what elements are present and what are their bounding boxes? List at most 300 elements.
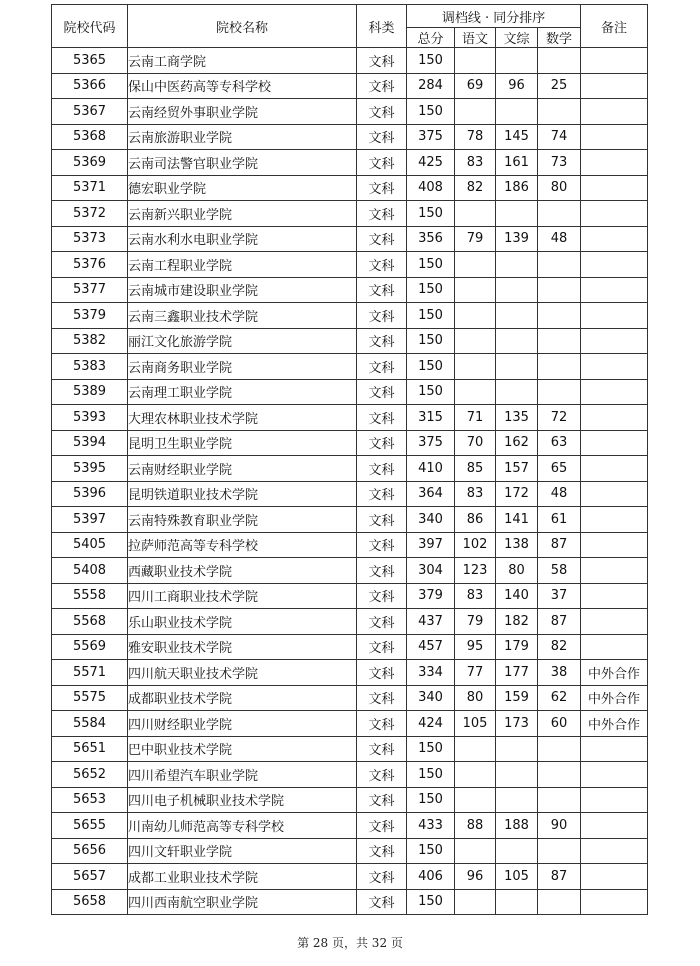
cell-note: [581, 787, 648, 813]
table-row: [52, 124, 648, 150]
cell-category: 文科: [357, 838, 407, 864]
table-body: [52, 5, 648, 915]
cell-name: 云南旅游职业学院: [128, 124, 357, 150]
cell-name: 云南工程职业学院: [128, 252, 357, 278]
cell-wenzong: 188: [496, 813, 538, 839]
cell-category: 文科: [357, 252, 407, 278]
cell-category: 文科: [357, 379, 407, 405]
table-row: [52, 889, 648, 915]
cell-total: 375: [407, 124, 455, 150]
cell-wenzong: 140: [496, 583, 538, 609]
table-row: [52, 507, 648, 533]
cell-wenzong: [496, 889, 538, 915]
cell-code: 5651: [52, 736, 128, 762]
cell-math: [538, 303, 581, 329]
cell-note: [581, 405, 648, 431]
cell-chinese: [455, 48, 496, 74]
cell-math: 72: [538, 405, 581, 431]
cell-math: [538, 328, 581, 354]
cell-total: 150: [407, 736, 455, 762]
cell-chinese: 85: [455, 456, 496, 482]
cell-chinese: 83: [455, 583, 496, 609]
cell-total: 408: [407, 175, 455, 201]
cell-chinese: 69: [455, 73, 496, 99]
cell-name: 四川希望汽车职业学院: [128, 762, 357, 788]
cell-note: [581, 328, 648, 354]
cell-wenzong: 105: [496, 864, 538, 890]
cell-wenzong: 161: [496, 150, 538, 176]
cell-name: 四川财经职业学院: [128, 711, 357, 737]
table-row: [52, 277, 648, 303]
cell-category: 文科: [357, 736, 407, 762]
cell-wenzong: 179: [496, 634, 538, 660]
cell-total: 150: [407, 762, 455, 788]
cell-total: 379: [407, 583, 455, 609]
cell-note: [581, 813, 648, 839]
cell-code: 5393: [52, 405, 128, 431]
cell-note: [581, 354, 648, 380]
cell-note: [581, 252, 648, 278]
cell-chinese: [455, 303, 496, 329]
cell-wenzong: 173: [496, 711, 538, 737]
cell-math: 62: [538, 685, 581, 711]
table-row: [52, 685, 648, 711]
cell-chinese: 78: [455, 124, 496, 150]
header-wenzong: 文综: [496, 28, 538, 48]
cell-chinese: 123: [455, 558, 496, 584]
cell-name: 四川工商职业技术学院: [128, 583, 357, 609]
cell-math: [538, 736, 581, 762]
cell-math: [538, 201, 581, 227]
cell-total: 150: [407, 838, 455, 864]
cell-wenzong: [496, 354, 538, 380]
cell-category: 文科: [357, 354, 407, 380]
cell-chinese: 83: [455, 150, 496, 176]
table-row: [52, 736, 648, 762]
cell-total: 150: [407, 277, 455, 303]
cell-code: 5372: [52, 201, 128, 227]
cell-chinese: [455, 354, 496, 380]
cell-note: [581, 175, 648, 201]
cell-chinese: 88: [455, 813, 496, 839]
cell-code: 5655: [52, 813, 128, 839]
cell-code: 5382: [52, 328, 128, 354]
cell-name: 拉萨师范高等专科学校: [128, 532, 357, 558]
cell-name: 云南水利水电职业学院: [128, 226, 357, 252]
cell-math: 37: [538, 583, 581, 609]
cell-chinese: 71: [455, 405, 496, 431]
cell-name: 云南商务职业学院: [128, 354, 357, 380]
table-row: [52, 838, 648, 864]
cell-wenzong: 135: [496, 405, 538, 431]
cell-code: 5405: [52, 532, 128, 558]
cell-code: 5371: [52, 175, 128, 201]
cell-math: [538, 379, 581, 405]
cell-chinese: 79: [455, 226, 496, 252]
cell-note: 中外合作: [581, 711, 648, 737]
cell-math: 48: [538, 481, 581, 507]
cell-chinese: [455, 252, 496, 278]
cell-name: 雅安职业技术学院: [128, 634, 357, 660]
cell-category: 文科: [357, 685, 407, 711]
header-code: 院校代码: [52, 5, 128, 48]
cell-chinese: 96: [455, 864, 496, 890]
header-math: 数学: [538, 28, 581, 48]
cell-math: 87: [538, 532, 581, 558]
cell-total: 364: [407, 481, 455, 507]
cell-wenzong: [496, 328, 538, 354]
table-row: [52, 175, 648, 201]
cell-code: 5568: [52, 609, 128, 635]
cell-total: 315: [407, 405, 455, 431]
cell-name: 巴中职业技术学院: [128, 736, 357, 762]
cell-category: 文科: [357, 609, 407, 635]
header-total: 总分: [407, 28, 455, 48]
cell-category: 文科: [357, 507, 407, 533]
cell-category: 文科: [357, 303, 407, 329]
cell-name: 西藏职业技术学院: [128, 558, 357, 584]
cell-category: 文科: [357, 73, 407, 99]
cell-total: 340: [407, 685, 455, 711]
cell-name: 成都职业技术学院: [128, 685, 357, 711]
cell-code: 5369: [52, 150, 128, 176]
cell-total: 150: [407, 303, 455, 329]
cell-category: 文科: [357, 762, 407, 788]
cell-total: 425: [407, 150, 455, 176]
cell-code: 5658: [52, 889, 128, 915]
cell-wenzong: 138: [496, 532, 538, 558]
cell-code: 5395: [52, 456, 128, 482]
cell-wenzong: 182: [496, 609, 538, 635]
cell-category: 文科: [357, 277, 407, 303]
cell-category: 文科: [357, 532, 407, 558]
table-row: [52, 201, 648, 227]
table-row: [52, 762, 648, 788]
table-row: [52, 660, 648, 686]
cell-code: 5368: [52, 124, 128, 150]
cell-category: 文科: [357, 711, 407, 737]
table-row: [52, 456, 648, 482]
cell-math: 74: [538, 124, 581, 150]
cell-wenzong: 159: [496, 685, 538, 711]
header-note: 备注: [581, 5, 648, 48]
cell-total: 150: [407, 354, 455, 380]
cell-note: [581, 736, 648, 762]
cell-math: 25: [538, 73, 581, 99]
cell-name: 保山中医药高等专科学校: [128, 73, 357, 99]
cell-note: 中外合作: [581, 685, 648, 711]
cell-category: 文科: [357, 660, 407, 686]
cell-category: 文科: [357, 583, 407, 609]
cell-name: 昆明铁道职业技术学院: [128, 481, 357, 507]
cell-code: 5571: [52, 660, 128, 686]
cell-code: 5397: [52, 507, 128, 533]
cell-math: 65: [538, 456, 581, 482]
cell-code: 5408: [52, 558, 128, 584]
cell-math: [538, 48, 581, 74]
cell-chinese: 70: [455, 430, 496, 456]
cell-note: [581, 762, 648, 788]
cell-total: 375: [407, 430, 455, 456]
cell-total: 150: [407, 787, 455, 813]
cell-chinese: 83: [455, 481, 496, 507]
cell-name: 四川电子机械职业技术学院: [128, 787, 357, 813]
cell-note: [581, 277, 648, 303]
cell-note: [581, 430, 648, 456]
cell-math: [538, 277, 581, 303]
cell-chinese: [455, 201, 496, 227]
cell-name: 大理农林职业技术学院: [128, 405, 357, 431]
cell-note: [581, 150, 648, 176]
page-footer: 第 28 页，共 32 页: [297, 936, 403, 950]
table-row: [52, 609, 648, 635]
cell-chinese: 86: [455, 507, 496, 533]
cell-total: 150: [407, 252, 455, 278]
cell-chinese: [455, 277, 496, 303]
cell-chinese: 77: [455, 660, 496, 686]
cell-wenzong: 162: [496, 430, 538, 456]
cell-math: [538, 252, 581, 278]
cell-code: 5657: [52, 864, 128, 890]
cell-category: 文科: [357, 456, 407, 482]
cell-chinese: 82: [455, 175, 496, 201]
table-row: [52, 481, 648, 507]
cell-note: [581, 507, 648, 533]
cell-category: 文科: [357, 864, 407, 890]
cell-wenzong: [496, 736, 538, 762]
cell-total: 340: [407, 507, 455, 533]
table-row: [52, 532, 648, 558]
table-row: [52, 711, 648, 737]
cell-code: 5366: [52, 73, 128, 99]
cell-wenzong: 177: [496, 660, 538, 686]
table-row: [52, 328, 648, 354]
cell-category: 文科: [357, 48, 407, 74]
cell-note: [581, 609, 648, 635]
cell-name: 云南城市建设职业学院: [128, 277, 357, 303]
table-row: [52, 379, 648, 405]
cell-note: [581, 303, 648, 329]
cell-note: [581, 73, 648, 99]
cell-chinese: [455, 889, 496, 915]
table-row: [52, 99, 648, 125]
header-category: 科类: [357, 5, 407, 48]
cell-code: 5377: [52, 277, 128, 303]
cell-note: [581, 481, 648, 507]
table-row: [52, 48, 648, 74]
cell-total: 457: [407, 634, 455, 660]
cell-total: 356: [407, 226, 455, 252]
cell-note: [581, 864, 648, 890]
cell-chinese: 105: [455, 711, 496, 737]
table-row: [52, 430, 648, 456]
cell-name: 四川航天职业技术学院: [128, 660, 357, 686]
cell-note: [581, 124, 648, 150]
cell-math: 73: [538, 150, 581, 176]
cell-total: 437: [407, 609, 455, 635]
cell-note: [581, 201, 648, 227]
cell-category: 文科: [357, 99, 407, 125]
cell-name: 四川西南航空职业学院: [128, 889, 357, 915]
cell-note: [581, 532, 648, 558]
cell-note: [581, 838, 648, 864]
cell-math: 38: [538, 660, 581, 686]
cell-note: [581, 634, 648, 660]
header-chinese: 语文: [455, 28, 496, 48]
cell-chinese: [455, 838, 496, 864]
cell-math: [538, 889, 581, 915]
cell-name: 云南司法警官职业学院: [128, 150, 357, 176]
header-row: [52, 5, 648, 28]
cell-total: 150: [407, 379, 455, 405]
cell-code: 5373: [52, 226, 128, 252]
cell-wenzong: 141: [496, 507, 538, 533]
cell-wenzong: [496, 99, 538, 125]
cell-note: [581, 558, 648, 584]
cell-chinese: 95: [455, 634, 496, 660]
cell-total: 150: [407, 328, 455, 354]
cell-code: 5376: [52, 252, 128, 278]
cell-chinese: [455, 379, 496, 405]
cell-wenzong: [496, 838, 538, 864]
cell-code: 5396: [52, 481, 128, 507]
cell-chinese: 79: [455, 609, 496, 635]
cell-wenzong: [496, 787, 538, 813]
table-row: [52, 864, 648, 890]
cell-code: 5367: [52, 99, 128, 125]
cell-math: 82: [538, 634, 581, 660]
cell-math: [538, 787, 581, 813]
cell-name: 云南理工职业学院: [128, 379, 357, 405]
cell-wenzong: [496, 277, 538, 303]
cell-note: [581, 889, 648, 915]
cell-category: 文科: [357, 201, 407, 227]
cell-chinese: 102: [455, 532, 496, 558]
cell-name: 丽江文化旅游学院: [128, 328, 357, 354]
cell-category: 文科: [357, 175, 407, 201]
cell-category: 文科: [357, 124, 407, 150]
cell-math: [538, 762, 581, 788]
cell-chinese: [455, 787, 496, 813]
cell-wenzong: 139: [496, 226, 538, 252]
cell-name: 云南财经职业学院: [128, 456, 357, 482]
cell-name: 昆明卫生职业学院: [128, 430, 357, 456]
cell-chinese: [455, 762, 496, 788]
cell-chinese: [455, 736, 496, 762]
table-row: [52, 226, 648, 252]
cell-wenzong: [496, 303, 538, 329]
cell-wenzong: 96: [496, 73, 538, 99]
cell-code: 5653: [52, 787, 128, 813]
cell-wenzong: 157: [496, 456, 538, 482]
cell-total: 406: [407, 864, 455, 890]
table-row: [52, 150, 648, 176]
cell-category: 文科: [357, 150, 407, 176]
table-row: [52, 303, 648, 329]
cell-total: 150: [407, 99, 455, 125]
cell-wenzong: [496, 379, 538, 405]
cell-wenzong: [496, 201, 538, 227]
cell-wenzong: [496, 48, 538, 74]
table-row: [52, 583, 648, 609]
cell-math: 58: [538, 558, 581, 584]
cell-code: 5656: [52, 838, 128, 864]
cell-chinese: 80: [455, 685, 496, 711]
cell-name: 成都工业职业技术学院: [128, 864, 357, 890]
cell-code: 5394: [52, 430, 128, 456]
cell-math: [538, 99, 581, 125]
cell-wenzong: 80: [496, 558, 538, 584]
cell-math: [538, 838, 581, 864]
cell-name: 云南新兴职业学院: [128, 201, 357, 227]
cell-wenzong: 145: [496, 124, 538, 150]
table-row: [52, 558, 648, 584]
cell-code: 5365: [52, 48, 128, 74]
table-row: [52, 405, 648, 431]
cell-code: 5575: [52, 685, 128, 711]
cell-chinese: [455, 99, 496, 125]
cell-category: 文科: [357, 328, 407, 354]
cell-math: 60: [538, 711, 581, 737]
table-row: [52, 73, 648, 99]
cell-total: 410: [407, 456, 455, 482]
cell-note: 中外合作: [581, 660, 648, 686]
cell-wenzong: [496, 252, 538, 278]
cell-code: 5379: [52, 303, 128, 329]
cell-note: [581, 379, 648, 405]
cell-category: 文科: [357, 481, 407, 507]
cell-note: [581, 583, 648, 609]
cell-name: 云南工商学院: [128, 48, 357, 74]
cell-category: 文科: [357, 634, 407, 660]
cell-code: 5389: [52, 379, 128, 405]
cell-total: 150: [407, 201, 455, 227]
cell-wenzong: 172: [496, 481, 538, 507]
table-row: [52, 634, 648, 660]
cell-total: 284: [407, 73, 455, 99]
cell-name: 云南三鑫职业技术学院: [128, 303, 357, 329]
cell-category: 文科: [357, 405, 407, 431]
cell-math: 80: [538, 175, 581, 201]
cell-note: [581, 456, 648, 482]
cell-code: 5652: [52, 762, 128, 788]
cell-chinese: [455, 328, 496, 354]
cell-total: 334: [407, 660, 455, 686]
cell-category: 文科: [357, 430, 407, 456]
cell-name: 川南幼儿师范高等专科学校: [128, 813, 357, 839]
table-row: [52, 252, 648, 278]
cell-math: 87: [538, 609, 581, 635]
admission-table: [51, 4, 648, 915]
cell-total: 424: [407, 711, 455, 737]
cell-total: 397: [407, 532, 455, 558]
cell-category: 文科: [357, 558, 407, 584]
cell-name: 云南特殊教育职业学院: [128, 507, 357, 533]
cell-math: 61: [538, 507, 581, 533]
cell-math: 90: [538, 813, 581, 839]
cell-total: 433: [407, 813, 455, 839]
cell-name: 德宏职业学院: [128, 175, 357, 201]
header-group: 调档线 · 同分排序: [407, 5, 581, 28]
cell-math: 48: [538, 226, 581, 252]
cell-category: 文科: [357, 813, 407, 839]
cell-code: 5383: [52, 354, 128, 380]
cell-name: 云南经贸外事职业学院: [128, 99, 357, 125]
cell-total: 304: [407, 558, 455, 584]
cell-math: [538, 354, 581, 380]
cell-category: 文科: [357, 226, 407, 252]
table-row: [52, 354, 648, 380]
